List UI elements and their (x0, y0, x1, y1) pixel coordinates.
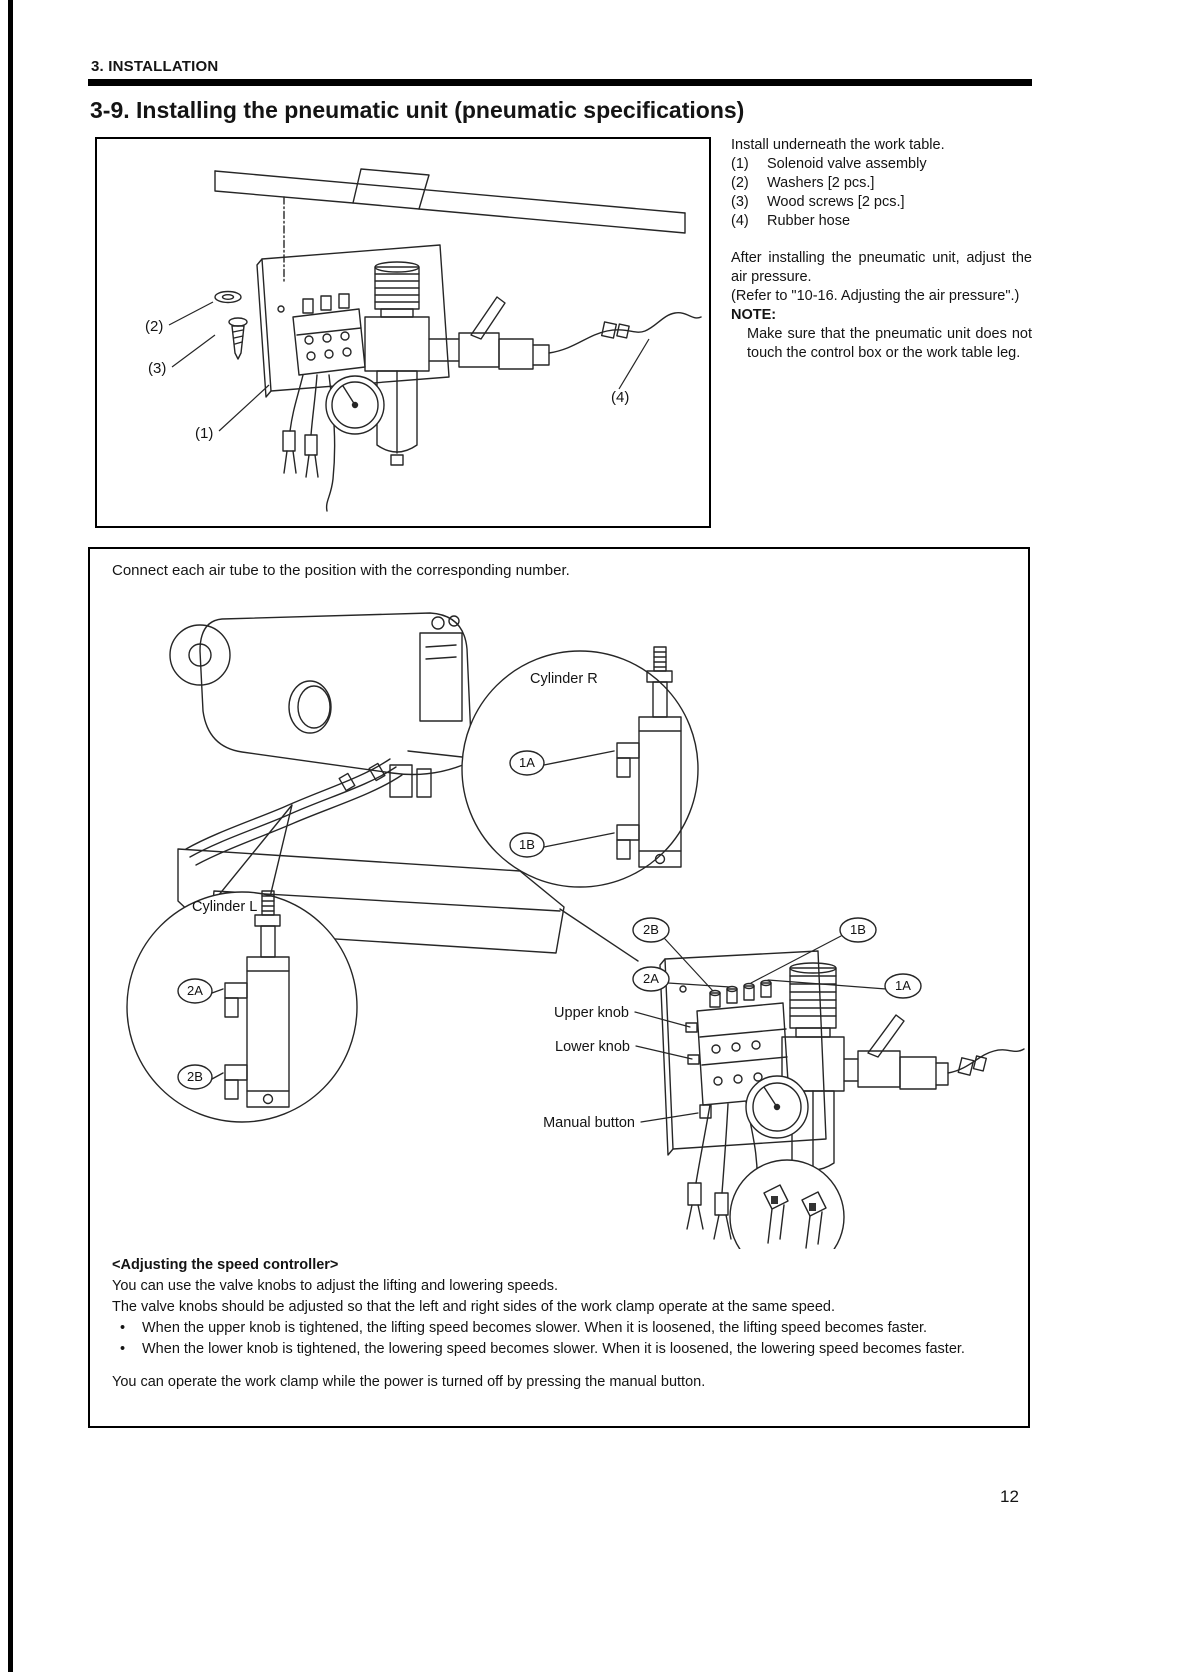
figure1-drawing (97, 139, 709, 526)
figure2-intro-text: Connect each air tube to the position with the corresponding number. (112, 562, 570, 579)
part-number: (3) (731, 194, 749, 210)
speed-controller-line2: The valve knobs should be adjusted so that the left and right sides of the work clamp operate at the same speed. (112, 1299, 836, 1315)
section-header: 3. INSTALLATION (91, 58, 219, 75)
figure1-leader-lines (169, 302, 649, 431)
left-edge-scan-line (8, 0, 13, 1672)
part-row (731, 212, 1032, 231)
bullet-marker: • (120, 1320, 126, 1336)
tag-1b-valve: 1B (850, 922, 866, 937)
manual-button-note: You can operate the work clamp while the power is turned off by pressing the manual button. (112, 1374, 706, 1390)
part-row (731, 174, 1032, 193)
refer-paragraph: (Refer to "10-16. Adjusting the air pressure".) (731, 288, 1020, 304)
tag-1a-cylinder: 1A (519, 755, 535, 770)
tag-2b-valve: 2B (643, 922, 659, 937)
part-label: Washers [2 pcs.] (767, 175, 875, 191)
callout-2-label: (2) (145, 318, 164, 335)
callout-1-label: (1) (195, 425, 214, 442)
parts-list (731, 155, 1032, 231)
cylinder-r-label: Cylinder R (530, 671, 598, 687)
part-label: Wood screws [2 pcs.] (767, 194, 905, 210)
tag-2a-cylinder: 2A (187, 983, 203, 998)
bullet-text: When the lower knob is tightened, the lowering speed becomes slower. When it is loosened, the lowering speed becomes faster. (142, 1341, 965, 1357)
bullet-text: When the upper knob is tightened, the lifting speed becomes slower. When it is loosened, the lifting speed becomes faster. (142, 1320, 928, 1336)
lower-knob-label: Lower knob (555, 1039, 630, 1055)
callout-4-label: (4) (611, 389, 630, 406)
page-title: 3-9. Installing the pneumatic unit (pneumatic specifications) (90, 97, 745, 123)
tag-2b-cylinder: 2B (187, 1069, 203, 1084)
instructions-column (731, 136, 1032, 363)
figure1-box (95, 137, 711, 528)
bullet-marker: • (120, 1341, 126, 1357)
install-intro-text: Install underneath the work table. (731, 137, 945, 153)
part-row (731, 155, 1032, 174)
bullet-item (112, 1318, 1012, 1339)
upper-knob-label: Upper knob (554, 1005, 629, 1021)
note-body: Make sure that the pneumatic unit does not touch the control box or the work table leg. (747, 326, 1032, 361)
tag-1a-valve: 1A (895, 978, 911, 993)
part-row (731, 193, 1032, 212)
bullet-item (112, 1339, 1012, 1360)
valve-assembly-drawing (660, 951, 1024, 1249)
manual-button-label: Manual button (543, 1115, 635, 1131)
callout-3-label: (3) (148, 360, 167, 377)
speed-controller-title: <Adjusting the speed controller> (112, 1257, 339, 1273)
header-rule (88, 79, 1032, 86)
part-number: (1) (731, 156, 749, 172)
figure2-box (88, 547, 1030, 1428)
part-label: Solenoid valve assembly (767, 156, 927, 172)
part-number: (2) (731, 175, 749, 191)
pneumatic-unit-drawing (215, 169, 701, 511)
cylinder-l-label: Cylinder L (192, 899, 258, 915)
speed-controller-section (112, 1255, 1012, 1393)
adjust-pressure-paragraph: After installing the pneumatic unit, adjust the air pressure. (731, 250, 1032, 285)
part-number: (4) (731, 213, 749, 229)
figure2-drawing (90, 589, 1028, 1249)
part-label: Rubber hose (767, 213, 851, 229)
page-number: 12 (1000, 1487, 1019, 1506)
note-title: NOTE: (731, 307, 777, 323)
tag-2a-valve: 2A (643, 971, 659, 986)
tag-1b-cylinder: 1B (519, 837, 535, 852)
speed-controller-line1: You can use the valve knobs to adjust the lifting and lowering speeds. (112, 1278, 559, 1294)
